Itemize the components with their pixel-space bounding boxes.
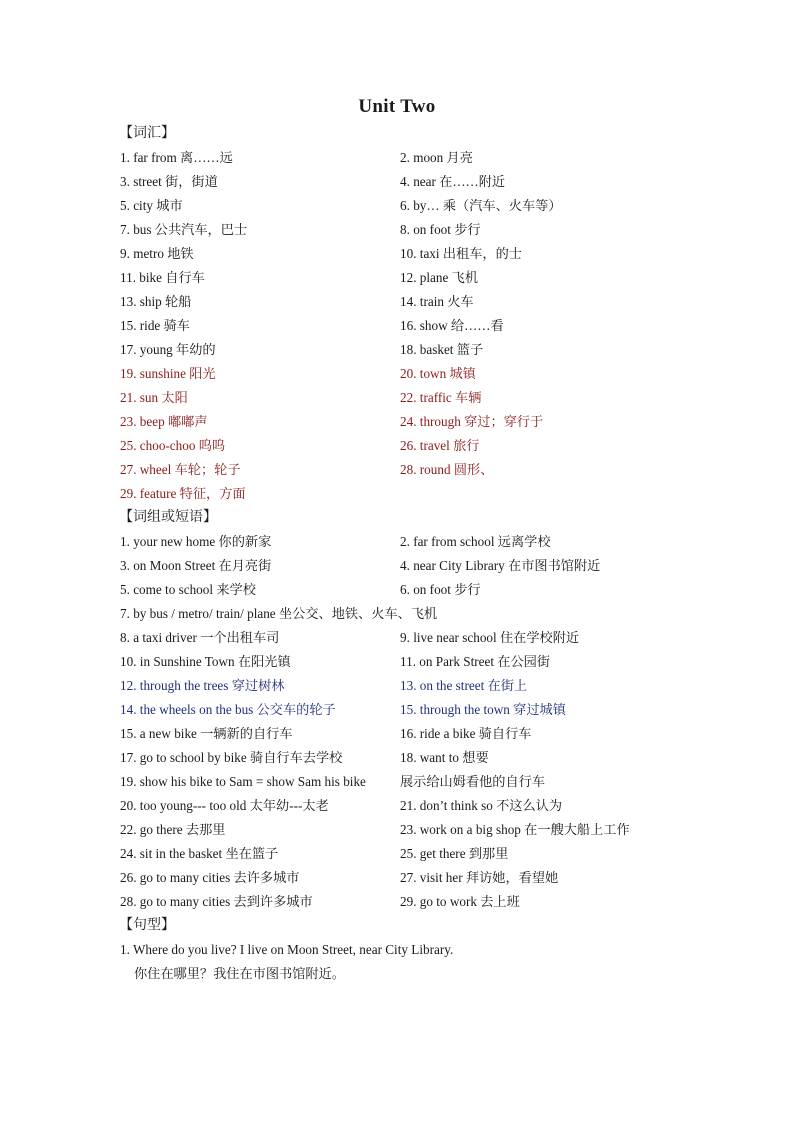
vocab-row [0, 242, 794, 266]
phrases-item-right: 18. want to 想要 [400, 750, 489, 765]
vocab-row [0, 170, 794, 194]
phrases-row [0, 794, 794, 818]
phrases-item-left: 8. a taxi driver 一个出租车司 [120, 630, 280, 645]
vocab-item-right: 20. town 城镇 [400, 366, 476, 381]
vocab-row [0, 338, 794, 362]
sentence-chinese: 你住在哪里？我住在市图书馆附近。 [134, 966, 345, 981]
vocab-item-right: 6. by… 乘（汽车、火车等） [400, 198, 562, 213]
phrases-row [0, 842, 794, 866]
phrase-list [0, 530, 794, 914]
phrases-item-right: 11. on Park Street 在公园街 [400, 654, 551, 669]
vocab-item-left: 29. feature 特征，方面 [120, 486, 246, 501]
vocab-item-left: 25. choo-choo 呜呜 [120, 438, 226, 453]
phrases-item-right: 16. ride a bike 骑自行车 [400, 726, 532, 741]
phrases-row [0, 770, 794, 794]
vocab-row [0, 290, 794, 314]
vocab-row [0, 218, 794, 242]
vocab-item-left: 19. sunshine 阳光 [120, 366, 216, 381]
vocab-item-left: 1. far from 离……远 [120, 150, 233, 165]
phrases-item-left: 22. go there 去那里 [120, 822, 226, 837]
phrases-item-left: 3. on Moon Street 在月亮街 [120, 558, 272, 573]
phrases-item-left: 24. sit in the basket 坐在篮子 [120, 846, 279, 861]
vocab-item-left: 3. street 街，街道 [120, 174, 218, 189]
phrases-row [0, 818, 794, 842]
phrases-row [0, 650, 794, 674]
vocab-item-left: 23. beep 嘟嘟声 [120, 414, 208, 429]
phrases-item-left: 26. go to many cities 去许多城市 [120, 870, 300, 885]
vocab-item-left: 5. city 城市 [120, 198, 183, 213]
vocab-item-right: 22. traffic 车辆 [400, 390, 482, 405]
phrases-item-right: 15. through the town 穿过城镇 [400, 702, 566, 717]
vocab-item-right: 10. taxi 出租车，的士 [400, 246, 522, 261]
phrases-row [0, 866, 794, 890]
phrases-item-left: 28. go to many cities 去到许多城市 [120, 894, 313, 909]
vocab-row [0, 362, 794, 386]
phrases-item-right: 25. get there 到那里 [400, 846, 509, 861]
vocab-row [0, 410, 794, 434]
page-title: Unit Two [358, 96, 436, 117]
phrases-row [0, 674, 794, 698]
vocab-item-right: 26. travel 旅行 [400, 438, 480, 453]
phrases-item-right: 21. don’t think so 不这么认为 [400, 798, 563, 813]
vocab-row [0, 314, 794, 338]
phrases-item-right: 4. near City Library 在市图书馆附近 [400, 558, 601, 573]
vocab-item-left: 21. sun 太阳 [120, 390, 188, 405]
phrases-item-right: 27. visit her 拜访她，看望她 [400, 870, 559, 885]
phrases-item-right: 展示给山姆看他的自行车 [400, 774, 546, 789]
sentence-english: 1. Where do you live? I live on Moon Street, near City Library. [120, 942, 454, 957]
phrases-item-left: 20. too young--- too old 太年幼---太老 [120, 798, 329, 813]
vocab-item-right: 14. train 火车 [400, 294, 474, 309]
phrases-item-left: 5. come to school 来学校 [120, 582, 256, 597]
phrases-item-left: 15. a new bike 一辆新的自行车 [120, 726, 293, 741]
phrases-item-left: 1. your new home 你的新家 [120, 534, 272, 549]
vocab-row [0, 386, 794, 410]
phrases-item-right: 6. on foot 步行 [400, 582, 481, 597]
vocab-row [0, 434, 794, 458]
vocab-item-right: 2. moon 月亮 [400, 150, 473, 165]
vocab-item-left: 7. bus 公共汽车，巴士 [120, 222, 248, 237]
vocab-item-right: 4. near 在……附近 [400, 174, 506, 189]
phrases-row [0, 722, 794, 746]
sentence-list [120, 938, 453, 986]
phrases-item-right: 23. work on a big shop 在一艘大船上工作 [400, 822, 630, 837]
vocab-item-right: 8. on foot 步行 [400, 222, 481, 237]
vocab-item-left: 15. ride 骑车 [120, 318, 190, 333]
phrases-row [0, 698, 794, 722]
vocab-item-right: 28. round 圆形、 [400, 462, 494, 477]
section-heading-vocab: 【词汇】 [119, 126, 175, 141]
vocab-item-left: 17. young 年幼的 [120, 342, 216, 357]
phrases-row [0, 890, 794, 914]
vocab-item-right: 18. basket 篮子 [400, 342, 484, 357]
phrases-row [0, 602, 794, 626]
phrases-row [0, 530, 794, 554]
phrases-item-left: 14. the wheels on the bus 公交车的轮子 [120, 702, 336, 717]
phrases-item-right: 9. live near school 住在学校附近 [400, 630, 580, 645]
phrases-item-left: 17. go to school by bike 骑自行车去学校 [120, 750, 343, 765]
vocab-row [0, 458, 794, 482]
phrases-row [0, 626, 794, 650]
phrases-row [0, 746, 794, 770]
vocab-item-left: 11. bike 自行车 [120, 270, 205, 285]
phrases-item-left: 19. show his bike to Sam = show Sam his bike [120, 774, 366, 789]
section-heading-phrases: 【词组或短语】 [119, 510, 217, 525]
phrases-item-left: 10. in Sunshine Town 在阳光镇 [120, 654, 291, 669]
vocab-item-right: 12. plane 飞机 [400, 270, 479, 285]
section-heading-sentences: 【句型】 [119, 918, 175, 933]
vocab-row [0, 146, 794, 170]
vocab-item-left: 13. ship 轮船 [120, 294, 192, 309]
phrases-item-left: 7. by bus / metro/ train/ plane 坐公交、地铁、火车、飞机 [120, 606, 438, 621]
vocab-row [0, 194, 794, 218]
vocab-row [0, 482, 794, 506]
vocab-item-left: 27. wheel 车轮；轮子 [120, 462, 241, 477]
vocab-item-left: 9. metro 地铁 [120, 246, 194, 261]
vocab-item-right: 24. through 穿过；穿行于 [400, 414, 544, 429]
phrases-item-right: 13. on the street 在街上 [400, 678, 528, 693]
vocab-item-right: 16. show 给……看 [400, 318, 504, 333]
phrases-item-right: 2. far from school 远离学校 [400, 534, 551, 549]
phrases-row [0, 554, 794, 578]
phrases-item-left: 12. through the trees 穿过树林 [120, 678, 285, 693]
phrases-item-right: 29. go to work 去上班 [400, 894, 520, 909]
vocab-row [0, 266, 794, 290]
phrases-row [0, 578, 794, 602]
vocab-list [0, 146, 794, 506]
